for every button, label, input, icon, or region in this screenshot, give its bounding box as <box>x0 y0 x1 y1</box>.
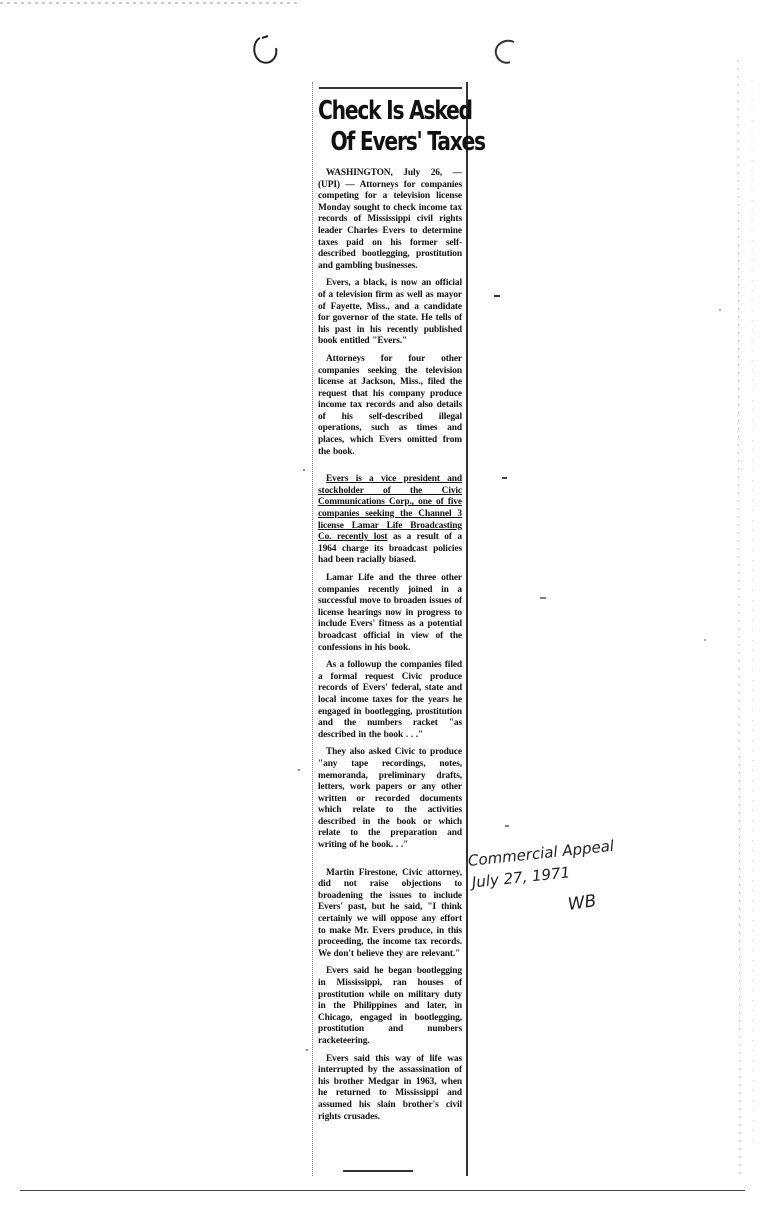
headline <box>318 96 485 158</box>
annotation-initials: WB <box>566 891 598 915</box>
paragraph: Evers said this way of life was interrupted by the assassination of his brother Medgar in 1963, when he returned to Mississippi and assumed his slain brother's civil rights crusades. <box>318 1053 462 1122</box>
paragraph: Martin Firestone, Civic attorney, did not raise objections to broadening the issues to include Evers' past, but he said, "I think certainly we will oppose any effort to make Mr. Evers produce, in this proceeding, the income tax records. We don't believe they are relevant." <box>318 867 462 959</box>
newspaper-clipping <box>312 82 485 1176</box>
paragraph: Evers, a black, is now an official of a television firm as well as mayor of Fayette, Miss., and a candidate for governor of the state. He tells of his past in his recently published book entitled "Evers." <box>318 278 462 347</box>
paragraph: Lamar Life and the three other companies recently joined in a successful move to broaden issues of license hearings now in progress to include Evers' fitness as a potential broadcast official in view of the confessions in his book. <box>318 573 462 653</box>
page-bottom-edge <box>20 1190 745 1191</box>
headline-line-1: Check Is Asked <box>318 96 472 126</box>
clipping-end-rule <box>343 1170 413 1172</box>
paragraph-continuation: as a result of a 1964 charge its broadcast policies had been racially biased. <box>318 532 462 566</box>
clipping-top-rule <box>319 87 462 89</box>
paragraph: Evers said he began bootlegging in Mississippi, ran houses of prostitution while on military duty in the Philippines and later, in Chicago, engaged in bootlegging, prostitution and numbers racketeering. <box>318 966 462 1046</box>
paragraph-underlined <box>318 474 462 567</box>
paragraph: They also asked Civic to produce "any tape recordings, notes, memoranda, preliminary drafts, letters, work papers or any other written or recorded documents which relate to the activities described in the book or which relate to the preparation and writing of he book. . ." <box>318 747 462 851</box>
punch-hole-left <box>248 34 282 68</box>
paragraph: Attorneys for four other companies seeking the television license at Jackson, Miss., filed the request that his company produce income tax records and also details of his self-described illegal operations, such as times and places, which Evers omitted from the book. <box>318 353 462 457</box>
underlined-passage: Evers is a vice president and stockholder of the Civic Communications Corp., one of five companies seeking the Channel 3 license Lamar Life Broadcasting Co. recently lost <box>318 474 462 543</box>
punch-hole-right <box>490 36 522 68</box>
article-body <box>318 168 462 1123</box>
paragraph-dateline: WASHINGTON, July 26, — (UPI) — Attorneys for companies competing for a television license Monday sought to check income tax records of Mississippi civil rights leader Charles Evers to determine taxes paid on his former self-described bootlegging, prostitution and gambling businesses. <box>318 168 462 271</box>
annotation-date: July 27, 1971 <box>471 863 571 892</box>
paragraph: As a followup the companies filed a formal request Civic produce records of Evers' federal, state and local income taxes for the years he engaged in bootlegging, prostitution and the numbers racket "as described in the book . . ." <box>318 660 462 740</box>
handwritten-annotation <box>467 836 668 916</box>
headline-line-2: Of Evers' Taxes <box>330 127 485 157</box>
annotation-publication: Commercial Appeal <box>467 836 615 870</box>
